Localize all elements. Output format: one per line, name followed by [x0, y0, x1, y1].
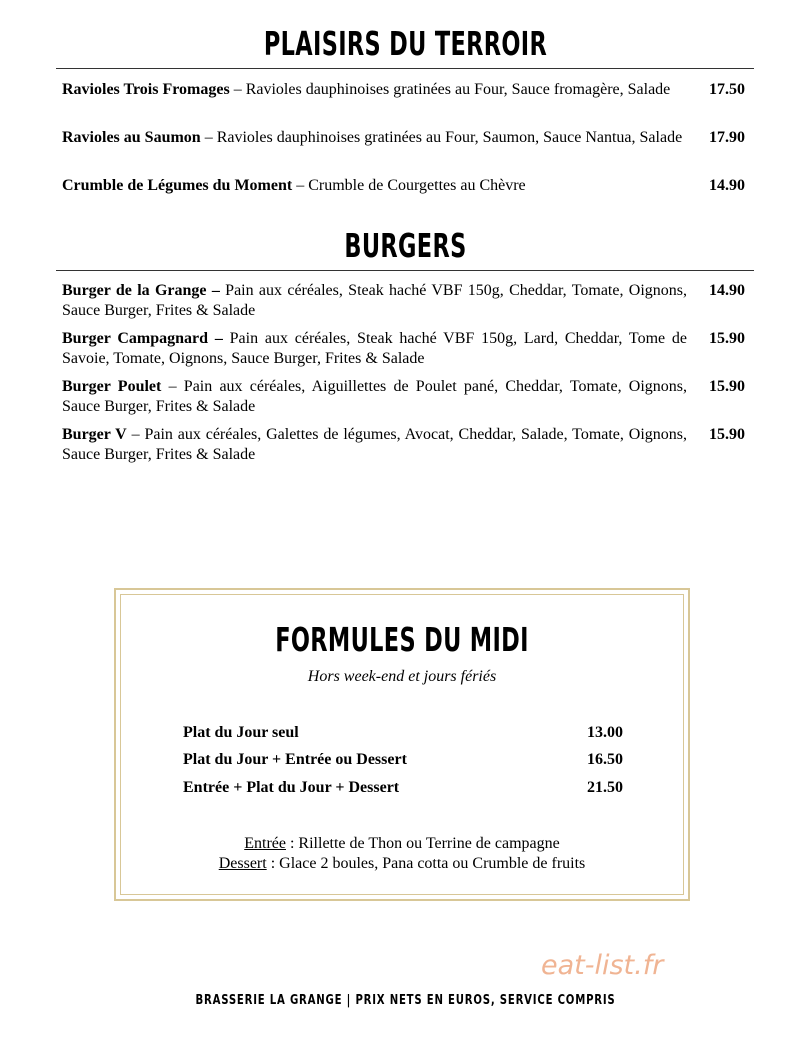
- item-price: 17.50: [709, 81, 745, 98]
- formules-title: FORMULES DU MIDI: [275, 620, 529, 659]
- dessert-label: Dessert: [218, 855, 267, 872]
- dessert-note: [114, 855, 690, 873]
- item-separator: –: [229, 81, 246, 98]
- watermark: eat-list.fr: [541, 950, 664, 981]
- menu-item-burger-grange: [62, 281, 745, 321]
- section-divider: [56, 68, 754, 69]
- item-name: Ravioles au Saumon: [62, 129, 201, 146]
- dessert-text: : Glace 2 boules, Pana cotta ou Crumble de fruits: [266, 855, 586, 872]
- footer: BRASSERIE LA GRANGE | PRIX NETS EN EUROS, SERVICE COMPRIS: [195, 993, 616, 1008]
- menu-item-burger-poulet: [62, 377, 745, 417]
- item-price: 14.90: [709, 177, 745, 194]
- formule-price: 16.50: [587, 751, 623, 768]
- menu-item-burger-v: [62, 425, 745, 465]
- section-title-burgers: BURGERS: [344, 226, 467, 265]
- item-price: 17.90: [709, 129, 745, 146]
- item-separator: [223, 330, 230, 347]
- menu-item-crumble-legumes: [62, 176, 745, 196]
- formule-row: [183, 724, 623, 742]
- item-description: Ravioles dauphinoises gratinées au Four, Sauce fromagère, Salade: [245, 81, 671, 98]
- menu-item-ravioles-trois-fromages: [62, 80, 745, 100]
- item-separator: –: [292, 177, 309, 194]
- item-name: Burger V: [62, 426, 127, 443]
- item-description: Ravioles dauphinoises gratinées au Four, Saumon, Sauce Nantua, Salade: [216, 129, 683, 146]
- item-separator: –: [161, 378, 184, 395]
- formule-label: Plat du Jour seul: [183, 724, 299, 741]
- item-separator: –: [126, 426, 145, 443]
- section-divider: [56, 270, 754, 271]
- item-description: Pain aux céréales, Aiguillettes de Poulet pané, Cheddar, Tomate, Oignons, Sauce Burger, Frites & Salade: [62, 378, 688, 415]
- entree-note: [114, 835, 690, 853]
- item-description: Crumble de Courgettes au Chèvre: [308, 177, 526, 194]
- entree-label: Entrée: [244, 835, 286, 852]
- formule-label: Entrée + Plat du Jour + Dessert: [183, 779, 400, 796]
- menu-item-burger-campagnard: [62, 329, 745, 369]
- formules-subtitle: Hors week-end et jours fériés: [307, 668, 497, 685]
- item-separator: –: [200, 129, 217, 146]
- item-name: Ravioles Trois Fromages: [62, 81, 230, 98]
- item-name: Burger Poulet: [62, 378, 162, 395]
- item-price: 15.90: [709, 378, 745, 395]
- formule-row: [183, 751, 623, 769]
- item-description: Pain aux céréales, Steak haché VBF 150g, Lard, Cheddar, Tome de Savoie, Tomate, Oignons, Sauce Burger, Frites & Salade: [62, 330, 688, 367]
- item-name: Burger de la Grange –: [62, 282, 220, 299]
- item-description: Pain aux céréales, Steak haché VBF 150g, Cheddar, Tomate, Oignons, Sauce Burger, Frites & Salade: [62, 282, 688, 319]
- item-price: 15.90: [709, 426, 745, 443]
- section-title-terroir: PLAISIRS DU TERROIR: [263, 24, 548, 63]
- formule-price: 21.50: [587, 779, 623, 796]
- item-price: 15.90: [709, 330, 745, 347]
- entree-text: : Rillette de Thon ou Terrine de campagne: [285, 835, 560, 852]
- menu-item-ravioles-saumon: [62, 128, 745, 148]
- formule-row: [183, 779, 623, 797]
- formule-label: Plat du Jour + Entrée ou Dessert: [183, 751, 407, 768]
- item-price: 14.90: [709, 282, 745, 299]
- formule-price: 13.00: [587, 724, 623, 741]
- item-description: Pain aux céréales, Galettes de légumes, Avocat, Cheddar, Salade, Tomate, Oignons, Sauce Burger, Frites & Salade: [62, 426, 688, 463]
- item-name: Crumble de Légumes du Moment: [62, 177, 293, 194]
- item-name: Burger Campagnard –: [62, 330, 223, 347]
